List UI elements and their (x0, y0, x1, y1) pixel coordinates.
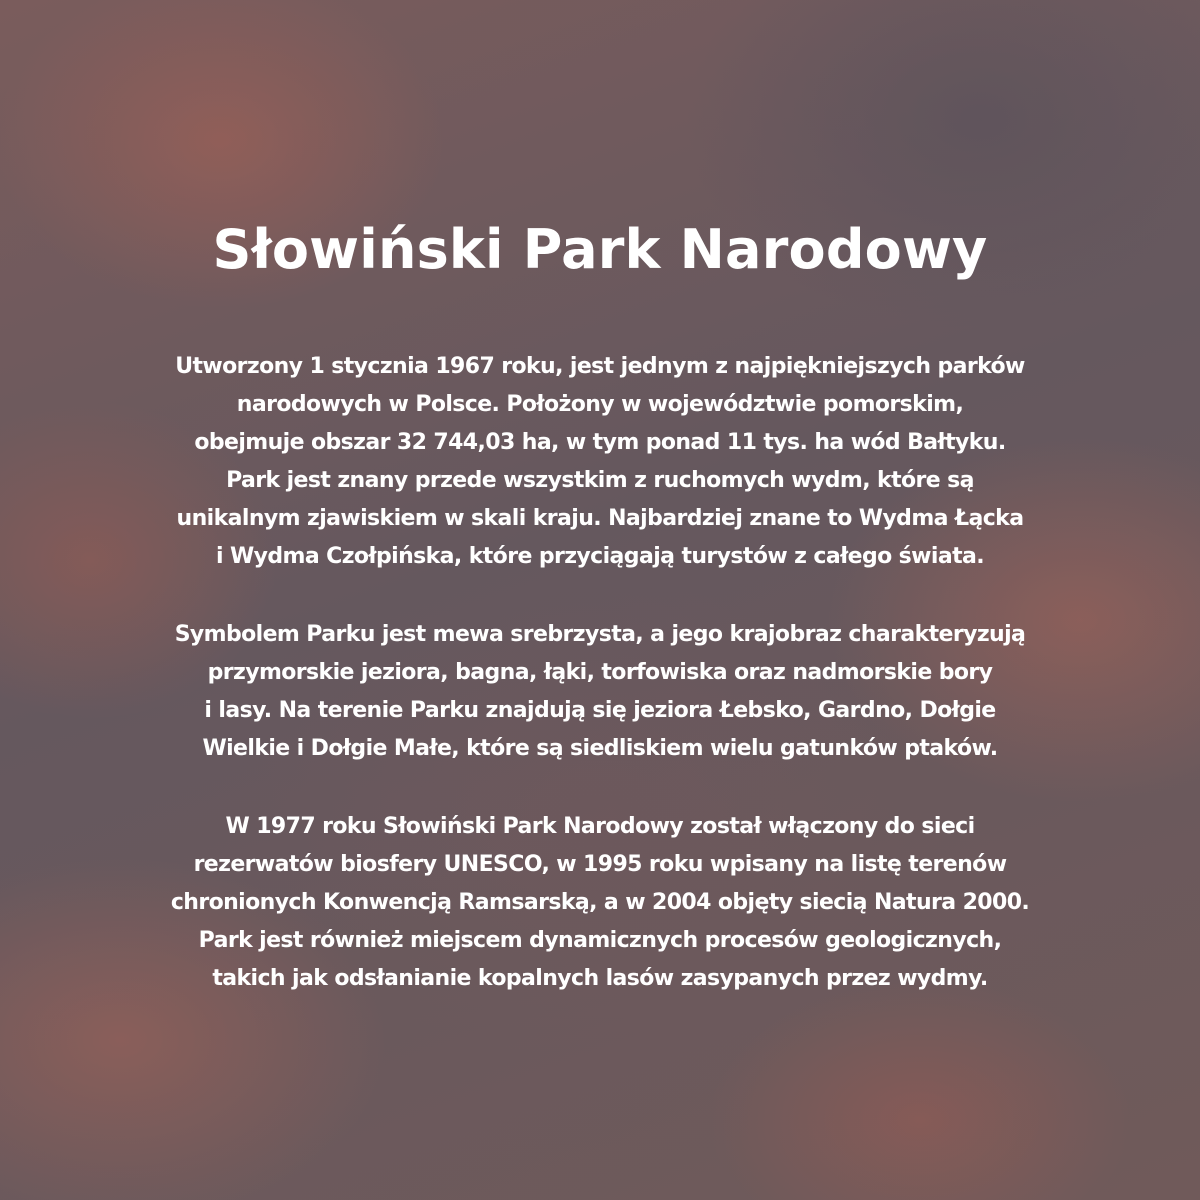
text-line: Park jest również miejscem dynamicznych procesów geologicznych, (198, 928, 1002, 953)
text-line: rezerwatów biosfery UNESCO, w 1995 roku wpisany na listę terenów (193, 852, 1007, 877)
text-line: obejmuje obszar 32 744,03 ha, w tym ponad 11 tys. ha wód Bałtyku. (194, 430, 1006, 455)
text-line: i Wydma Czołpińska, które przyciągają turystów z całego świata. (215, 544, 984, 569)
text-line: chronionych Konwencją Ramsarską, a w 2004 objęty siecią Natura 2000. (170, 890, 1030, 915)
text-line: Symbolem Parku jest mewa srebrzysta, a jego krajobraz charakteryzują (174, 622, 1026, 647)
paragraph-landscape (100, 616, 1100, 768)
text-line: Utworzony 1 stycznia 1967 roku, jest jednym z najpiękniejszych parków (175, 354, 1025, 379)
text-line: takich jak odsłanianie kopalnych lasów zasypanych przez wydmy. (212, 966, 988, 991)
text-line: Wielkie i Dołgie Małe, które są siedliskiem wielu gatunków ptaków. (202, 736, 998, 761)
paragraph-history (100, 348, 1100, 576)
text-line: przymorskie jeziora, bagna, łąki, torfowiska oraz nadmorskie bory (207, 660, 993, 685)
page-title: Słowiński Park Narodowy (212, 218, 988, 281)
text-line: Park jest znany przede wszystkim z ruchomych wydm, które są (226, 468, 974, 493)
text-line: narodowych w Polsce. Położony w województwie pomorskim, (236, 392, 964, 417)
paragraph-protection (100, 808, 1100, 998)
text-line: W 1977 roku Słowiński Park Narodowy został włączony do sieci (225, 814, 975, 839)
text-line: i lasy. Na terenie Parku znajdują się jeziora Łebsko, Gardno, Dołgie (204, 698, 996, 723)
text-line: unikalnym zjawiskiem w skali kraju. Najbardziej znane to Wydma Łącka (176, 506, 1024, 531)
